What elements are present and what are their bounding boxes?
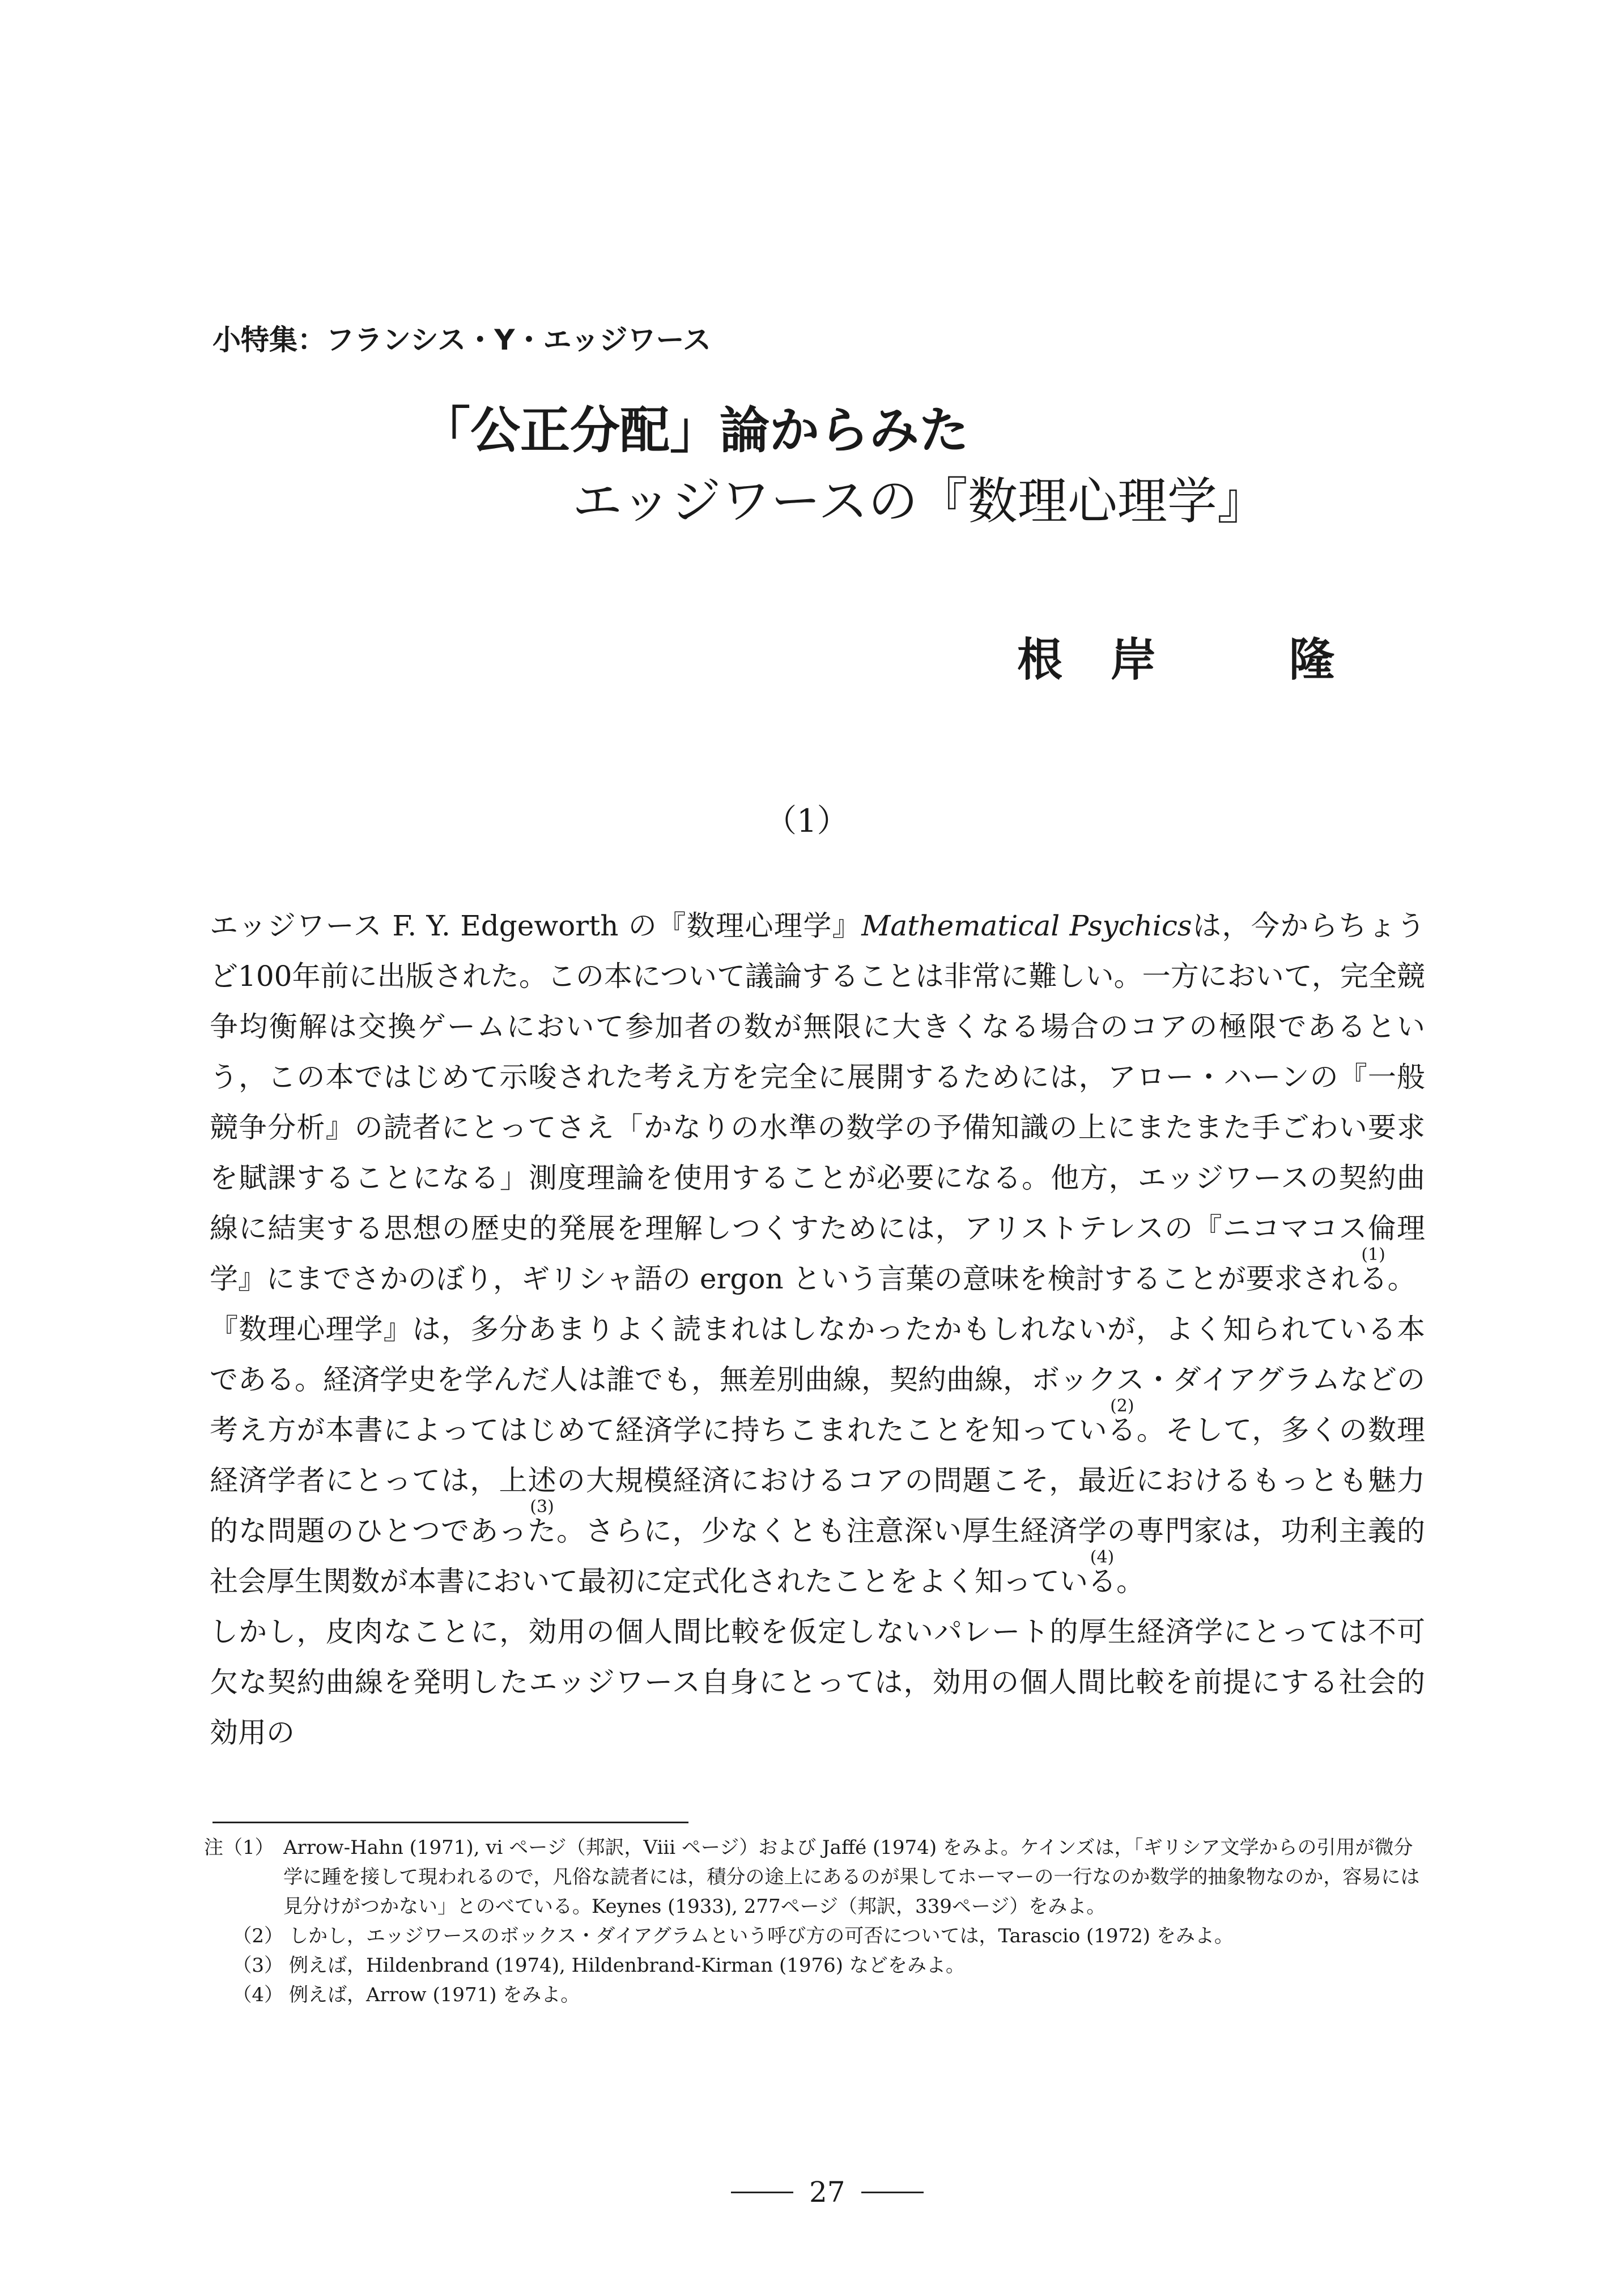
text-segment: 。さらに，少なくとも注意深い厚生経済学の専門家は，功利主義的社会厚生関数が本書において最初に定式化されたことをよく知ってい [210,1515,1426,1598]
footnote-reference [1107,1396,1137,1447]
footnote-text: 例えば，Arrow (1971) をみよ。 [289,1984,580,2006]
text-segment: 『数理心理学』は，多分あまりよく読まれはしなかったかもしれないが，よく知られている本である。経済学史を学んだ人は誰でも，無差別曲線，契約曲線，ボックス・ダイアグラムなどの考え方が本書によってはじめて経済学に持ちこまれたことを知ってい [210,1313,1425,1447]
text-segment: は，今からちょうど100年前に出版された。この本について議論することは非常に難しい。一方において，完全競争均衡解は交換ゲームにおいて参加者の数が無限に大きくなる場合のコアの極限であるという，この本ではじめて示唆された考え方を完全に展開するためには，アロー・ハーンの『一般競争分析』の読者にとってさえ「かなりの水準の数学の予備知識の上にまたまた手ごわい要求を賦課することになる」測度理論を使用することが必要になる。他方，エッジワースの契約曲線に結実する思想の歴史的発展を理解しつくすためには，アリストテレスの『ニコマコス倫理学』にまでさかのぼり，ギリシャ語の ergon という言葉の意味を検討することが要求され [210,909,1426,1295]
author-name [1017,623,1334,688]
page-dash-left [731,2192,793,2193]
page-dash-right [861,2192,924,2193]
footnote-text: 例えば，Hildenbrand (1974), Hildenbrand-Kirman (1976) などをみよ。 [289,1954,965,1977]
body-text [210,901,1425,1758]
reference-anchor-text: る [1088,1565,1116,1598]
book-title-italic: Mathematical Psychics [861,909,1192,942]
author-char: 隆 [1289,633,1334,686]
footnote-label: 注（1） [204,1836,274,1859]
page-number-value: 27 [809,2176,845,2209]
paragraph [210,1304,1425,1607]
reference-anchor-text: る [1107,1414,1137,1447]
article-title-line-2: エッジワースの『数理心理学』 [572,472,1267,530]
text-segment: 。そして，多くの数理経済学者にとっては，上述の大規模経済におけるコアの問題こそ，最近におけるもっとも魅力的な問題のひとつであっ [210,1414,1426,1547]
section-number: （1） [765,803,849,840]
article-title-line-1: 「公正分配」論からみた [420,401,970,460]
text-segment: 。 [1116,1565,1145,1598]
author-char: 岸 [1111,633,1156,686]
footnote-item [204,1921,1428,1951]
footnote-label: （4） [232,1984,283,2006]
text-segment: エッジワース F. Y. Edgeworth の『数理心理学』 [210,909,862,942]
reference-anchor-text: た [527,1515,557,1547]
text-segment: しかし，皮肉なことに，効用の個人間比較を仮定しないパレート的厚生経済学にとっては不可欠な契約曲線を発明したエッジワース自身にとっては，効用の個人間比較を前提にする社会的効用の [210,1615,1425,1749]
footnote-item [204,1833,1428,1921]
footnote-item [204,1980,1428,2010]
footnote-label: （2） [232,1925,283,1947]
paragraph [210,1607,1425,1758]
page-number [731,2176,924,2209]
footnote-marker: (3) [530,1497,554,1517]
series-label: 小特集：フランシス・Y・エッジワース [212,324,711,356]
footnote-reference [1088,1547,1116,1598]
footnote-marker: (4) [1090,1547,1115,1567]
footnote-divider [212,1822,688,1823]
footnotes [204,1833,1428,2010]
footnote-item [204,1951,1428,1980]
reference-anchor-text: る [1359,1262,1388,1295]
footnote-marker: (1) [1361,1245,1385,1265]
footnote-marker: (2) [1110,1396,1134,1416]
text-segment: 。 [1387,1262,1416,1295]
footnote-reference [1359,1245,1388,1295]
footnote-reference [527,1497,557,1547]
footnote-label: （3） [232,1954,283,1977]
footnote-text: Arrow-Hahn (1971), vi ページ（邦訳，Viii ページ）および Jaffé (1974) をみよ。ケインズは，「ギリシア文学からの引用が微分学に踵を接して現われるので，凡俗な読者には，積分の途上にあるのが果してホーマーの一行なのか数学的抽象物なのか，容易には見分けがつかない」とのべている。Keynes (1933), 277ページ（邦訳，339ページ）をみよ。 [283,1836,1420,1918]
author-char: 根 [1017,633,1062,686]
footnote-text: しかし，エッジワースのボックス・ダイアグラムという呼び方の可否については，Tarascio (1972) をみよ。 [289,1925,1234,1947]
paragraph [210,901,1425,1304]
